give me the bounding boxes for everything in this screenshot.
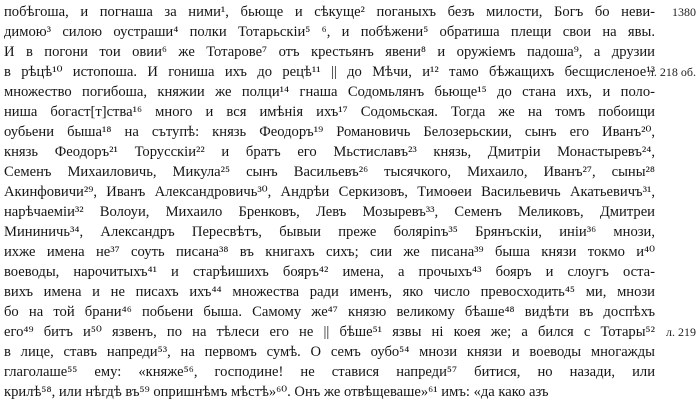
text-line-7: оубьени быша¹⁸ на сътупѣ: князь Феодоръ¹⁹ Романовичь Белозерьскии, сынъ его Иванъ²⁰, xyxy=(4,124,655,140)
text-line-6: ниша богаст[т]ства¹⁶ много и вся имѣнiя ихъ¹⁷ Содомьская. Тогда же на томъ побоищи xyxy=(4,104,655,120)
text-line-3: И в погони тои овии⁶ же Тотарове⁷ отъ крестьянъ явени⁸ и оружiемъ падоша⁹, а друзии xyxy=(4,44,655,60)
text-line-16: бо на той брани⁴⁶ побьени быша. Самому же⁴⁷ князю великому бѣаше⁴⁸ видѣти въ доспѣхъ xyxy=(4,304,655,320)
text-line-14: воеводы, нарочитыхъ⁴¹ и старѣишихъ бояръ⁴² имена, а прочыхъ⁴³ бояръ и слоугъ оста- xyxy=(4,264,655,280)
text-line-4: в рѣцѣ¹⁰ истопоша. И гониша ихъ до рецѣ¹¹ || до Мѣчи, и¹² тамо бѣжащихъ бесщисленое¹³ xyxy=(4,64,655,80)
text-line-19: глаголаше⁵⁵ ему: «княже⁵⁶, господине! не ставися напреди⁵⁷ битися, но назади, или xyxy=(4,364,655,380)
text-line-2: димою³ силою оустраши⁴ полки Тотарьскiи⁵ ⁶, и побѣжени⁵ обратиша плещи свои на явы. xyxy=(4,24,655,40)
text-line-9: Семенъ Михаиловичь, Микула²⁵ сынъ Васильевъ²⁶ тысячкого, Михаило, Иванъ²⁷, сыны²⁸ xyxy=(4,164,655,180)
text-line-12: Мининичь³⁴, Александръ Пересвѣтъ, бывыи прежe болярinъ³⁵ Брянъскiи, инiи³⁶ мнози, xyxy=(4,224,655,240)
text-line-8: князь Феодоръ²¹ Торусскiи²² и братъ его Мьстиславъ²³ князь, Дмитрiи Монастыревъ²⁴, xyxy=(4,144,655,160)
text-line-11: нарѣчаемiи³² Волоуи, Михаило Бренковъ, Левъ Мозыревъ³³, Семенъ Меликовъ, Дмитреи xyxy=(4,204,655,220)
margin-folio-218: л. 218 об. xyxy=(647,65,696,79)
text-line-10: Акинфовичи²⁹, Иванъ Александровичь³⁰, Андрѣи Серкизовъ, Тимоѳеи Васильевичь Акатьевичъ³¹, xyxy=(4,184,655,200)
margin-folio-219: л. 219 xyxy=(666,325,696,339)
text-line-20: крилѣ⁵⁸, или нѣгдѣ въ⁵⁹ опришнѣмъ мѣстѣ»⁶⁰. Онъ же отвѣщеваше»⁶¹ имъ: «да како азъ xyxy=(4,384,549,400)
margin-year: 1380 xyxy=(672,5,696,19)
text-line-1: побѣгоша, и погнаша за ними¹, бьюще и сѣкуще² поганыхъ безъ милости, Богъ бо неви- xyxy=(4,4,655,20)
text-line-5: множество погибоша, княжии же полци¹⁴ гнаша Содомьлянъ бьюще¹⁵ до стана ихъ, и поло- xyxy=(4,84,655,100)
text-line-13: ихже имена не³⁷ соуть писана³⁸ въ книгахъ сихъ; сии же писана³⁹ быша князи токмо и⁴⁰ xyxy=(4,244,655,260)
text-line-15: вихъ имена и не писахъ ихъ⁴⁴ множества ради именъ, яко число превосходить⁴⁵ ми, мнози xyxy=(4,284,655,300)
text-line-17: его⁴⁹ битъ и⁵⁰ язвенъ, по на тѣлеси его не || бѣше⁵¹ язвы ні коея же; а бился с Тотары⁵² xyxy=(4,324,655,340)
text-line-18: в лице, ставъ напреди⁵³, на первомъ сумѣ. О семъ оубо⁵⁴ мнози князи и воеводы многажды xyxy=(4,344,655,360)
